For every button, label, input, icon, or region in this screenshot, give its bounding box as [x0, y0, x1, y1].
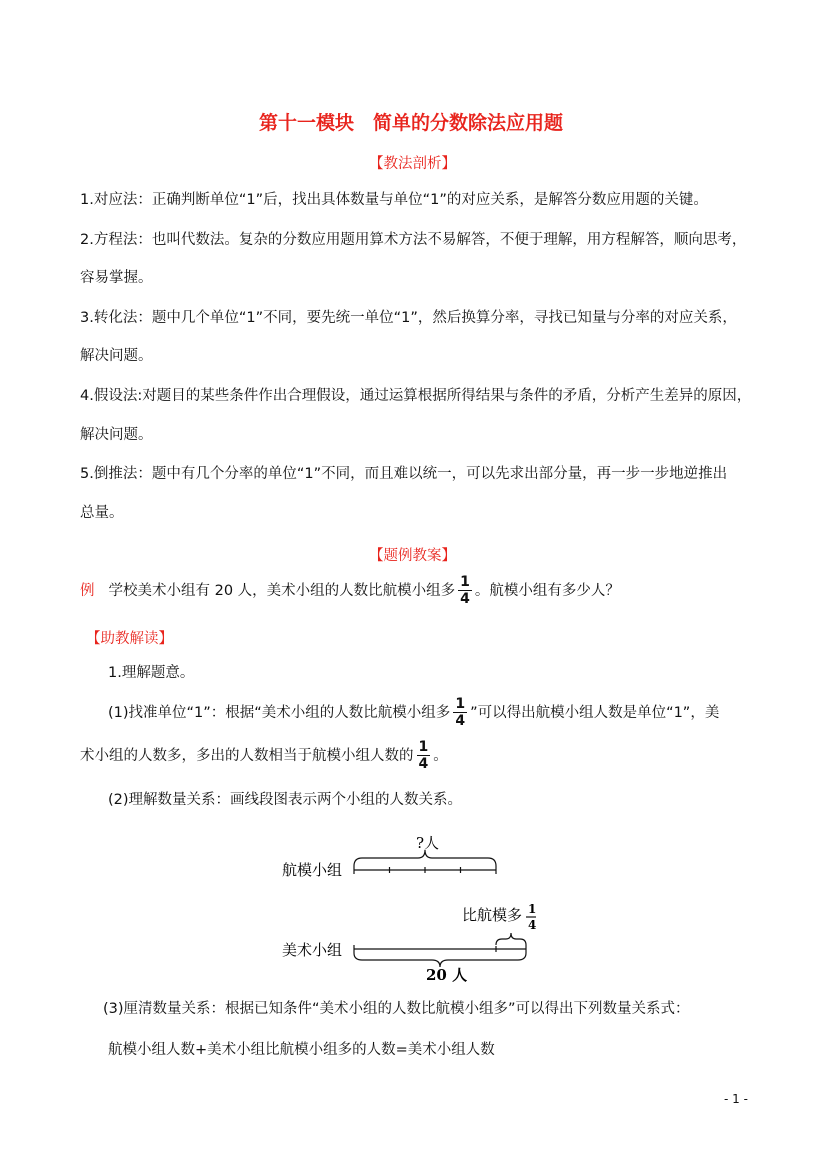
method-paragraph-5-line-2: 总量。: [80, 505, 124, 521]
fraction-numerator: 1: [455, 696, 466, 713]
page-title: 第十一模块 简单的分数除法应用题: [259, 112, 564, 134]
example-text: 学校美术小组有 20 人，美术小组的人数比航模小组多: [108, 582, 456, 599]
step-understand-problem: 1.理解题意。: [108, 665, 195, 681]
step-unit-one-text-b: ”可以得出航模小组人数是单位“1”，美: [470, 704, 720, 721]
example-question: 。航模小组有多少人？: [474, 582, 620, 599]
brace-extra: [496, 933, 526, 945]
relation-formula: 航模小组人数+美术小组比航模小组多的人数=美术小组人数: [108, 1042, 495, 1058]
fraction-one-quarter: [453, 697, 467, 728]
brace-bottom: [354, 953, 526, 967]
section-heading-interpretation: 【助教解读】: [86, 631, 173, 647]
section-heading-example: 【题例教案】: [369, 548, 456, 564]
step-unit-one-text-c: 术小组的人数多，多出的人数相当于航模小组人数的: [80, 747, 414, 764]
step-unit-one-line-2: [80, 738, 448, 774]
method-paragraph-4-line-1: 4.假设法:对题目的某些条件作出合理假设，通过运算根据所得结果与条件的矛盾，分析产生差异的原因，: [80, 388, 752, 404]
fraction-one-quarter: [417, 740, 431, 771]
example-line: [80, 573, 620, 609]
method-paragraph-2-line-1: 2.方程法：也叫代数法。复杂的分数应用题用算术方法不易解答，不便于理解，用方程解答，顺向思考，: [80, 232, 747, 248]
fraction-denominator: 4: [418, 756, 429, 772]
step-clarify-relation: (3)厘清数量关系：根据已知条件“美术小组的人数比航模小组多”可以得出下列数量关系式：: [103, 1001, 690, 1017]
fraction-one-quarter: [458, 575, 472, 606]
example-label: 例: [80, 582, 95, 599]
method-paragraph-1: 1.对应法：正确判断单位“1”后，找出具体数量与单位“1”的对应关系，是解答分数应用题的关键。: [80, 192, 708, 208]
method-paragraph-3-line-2: 解决问题。: [80, 348, 153, 364]
method-paragraph-5-line-1: 5.倒推法：题中有几个分率的单位“1”不同，而且难以统一，可以先求出部分量，再一步一步地逆推出: [80, 466, 728, 482]
line-segment-diagram: [270, 828, 560, 983]
diagram-fraction-numerator: 1: [528, 902, 537, 916]
step-unit-one-text-d: 。: [433, 747, 448, 764]
diagram-label-model-group: 航模小组: [282, 861, 343, 879]
diagram-total-people: 20 人: [426, 966, 468, 983]
diagram-fraction-denominator: 4: [528, 918, 537, 932]
fraction-numerator: 1: [418, 739, 429, 756]
page-number: - 1 -: [724, 1092, 748, 1106]
step-unit-one-line-1: [108, 695, 719, 731]
brace-top: [354, 850, 496, 866]
step-unit-one-text-a: (1)找准单位“1”：根据“美术小组的人数比航模小组多: [108, 704, 451, 721]
diagram-label-art-group: 美术小组: [282, 941, 343, 959]
method-paragraph-2-line-2: 容易掌握。: [80, 270, 153, 286]
fraction-denominator: 4: [460, 591, 470, 607]
method-paragraph-4-line-2: 解决问题。: [80, 427, 153, 443]
method-paragraph-3-line-1: 3.转化法：题中几个单位“1”不同，要先统一单位“1”，然后换算分率，寻找已知量与分率的对应关系，: [80, 310, 737, 326]
fraction-numerator: 1: [460, 574, 470, 591]
diagram-more-label: 比航模多: [462, 906, 523, 924]
diagram-unknown-people: ?人: [416, 834, 440, 852]
step-quantity-relation: (2)理解数量关系：画线段图表示两个小组的人数关系。: [108, 792, 463, 808]
section-heading-teaching-analysis: 【教法剖析】: [369, 156, 456, 172]
fraction-denominator: 4: [455, 713, 466, 729]
